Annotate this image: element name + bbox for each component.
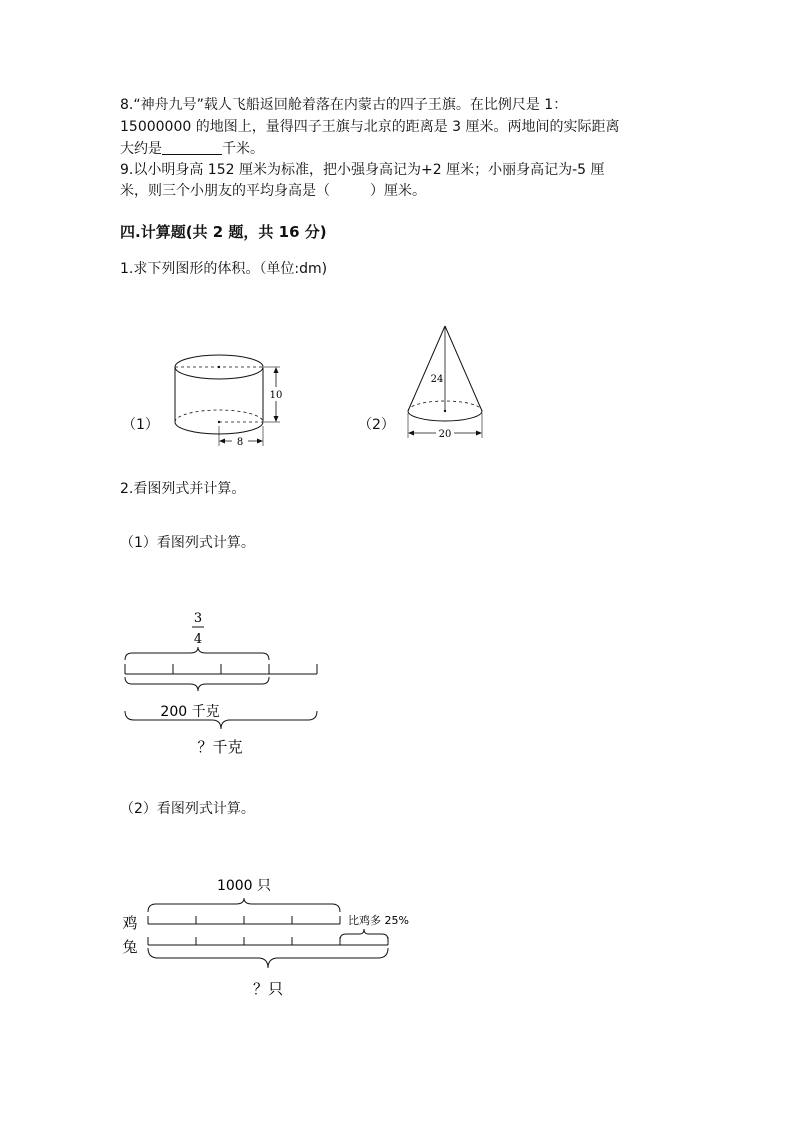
q9-line-2-post: ）厘米。 (370, 183, 426, 199)
total-weight-label: ？千克 (197, 738, 243, 756)
row-label-chicken: 鸡 (122, 914, 138, 932)
p2-prompt: 2.看图列式并计算。 (120, 481, 246, 497)
cone-diameter-label: 20 (438, 429, 452, 440)
part-weight-label: 200 千克 (160, 704, 220, 720)
p2-sub2-label: （2）看图列式计算。 (120, 801, 255, 817)
total-count-label: ？只 (252, 980, 284, 998)
chicken-rabbit-diagram (118, 872, 428, 1002)
q9-line-1: 9.以小明身高 152 厘米为标准，把小强身高记为+2 厘米；小丽身高记为-5 厘 (120, 162, 605, 178)
fig2-label: （2） (358, 417, 395, 433)
fraction-numerator: 3 (193, 611, 203, 626)
q8-line-2: 15000000 的地图上，量得四子王旗与北京的距离是 3 厘米。两地间的实际距离 (120, 119, 620, 135)
cylinder-height-label: 10 (269, 390, 283, 401)
extra-percent-label: 比鸡多 25% (348, 914, 409, 927)
q8-answer-blank[interactable] (162, 140, 222, 155)
p1-prompt: 1.求下列图形的体积。（单位:dm) (120, 261, 328, 277)
section-heading: 四.计算题(共 2 题，共 16 分) (120, 223, 327, 241)
fig1-label: （1） (122, 417, 159, 433)
row-label-rabbit: 兔 (122, 938, 138, 956)
fraction-bar-diagram (118, 605, 328, 760)
q8-line-3-pre: 大约是 (120, 141, 162, 157)
q8-line-1: 8.“神舟九号”载人飞船返回舱着落在内蒙古的四子王旗。在比例尺是 1： (120, 97, 568, 113)
cylinder-figure (168, 340, 288, 448)
q8-line-3-post: 千米。 (222, 141, 264, 157)
q9-line-2-pre: 米，则三个小朋友的平均身高是（ (120, 183, 330, 199)
fraction-denominator: 4 (193, 632, 203, 647)
p2-sub1-label: （1）看图列式计算。 (120, 535, 255, 551)
q8-line-3 (120, 139, 264, 159)
q9-line-2 (120, 181, 426, 201)
cone-height-label: 24 (430, 374, 444, 385)
cylinder-radius-label: 8 (236, 437, 244, 448)
cone-figure (400, 320, 490, 442)
chicken-count-label: 1000 只 (216, 878, 272, 894)
